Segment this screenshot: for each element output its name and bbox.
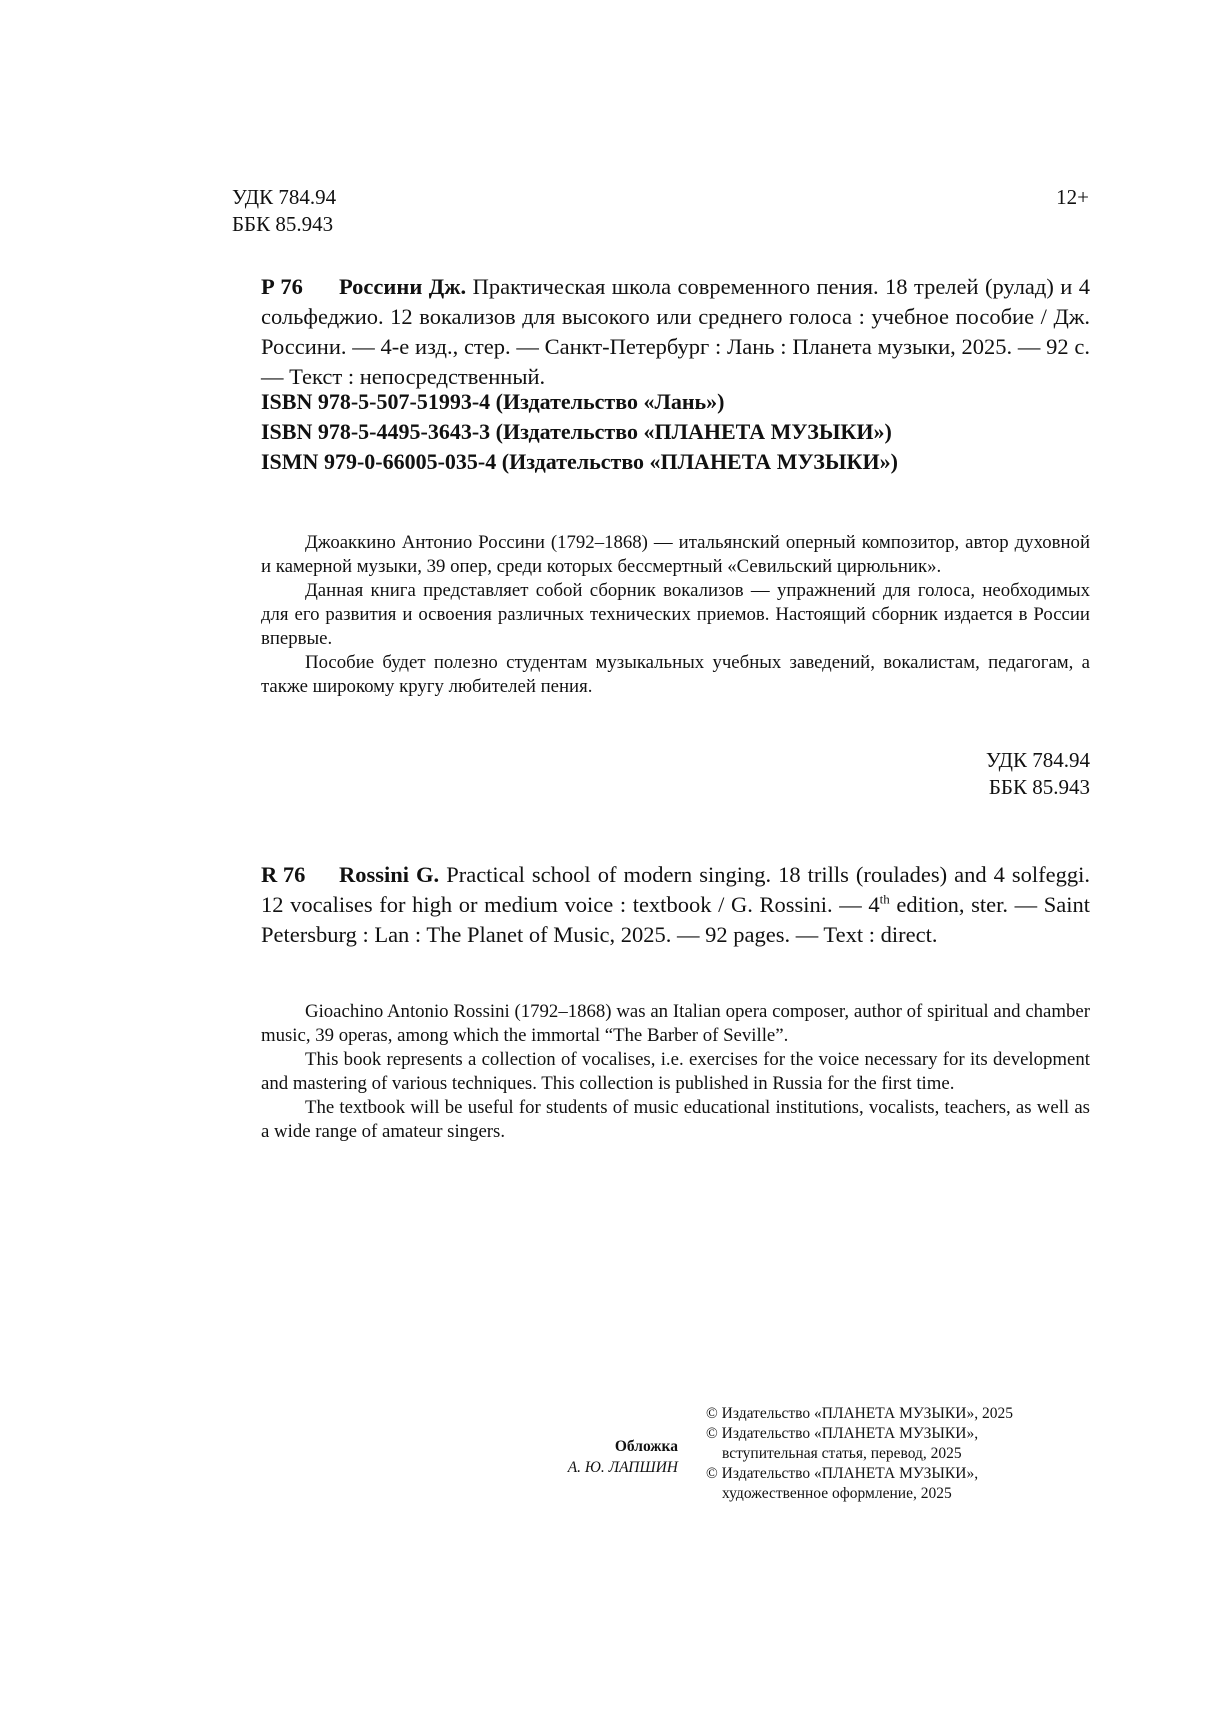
bibliographic-description: Практическая школа современного пения. 18 трелей (рулад) и 4 сольфеджио. 12 вокализов для высокого или среднего голоса : учебное пособие / Дж. Россини. — 4-е изд., стер. — Санкт-Петербург : Лань : Планета музыки, 2025. — 92 с. — Текст : непосредственный. bbox=[261, 274, 1091, 389]
isbn-line: ISBN 978-5-507-51993-4 (Издательство «Лань») bbox=[261, 389, 725, 414]
copyright-line: © Издательство «ПЛАНЕТА МУЗЫКИ», 2025 bbox=[706, 1405, 1013, 1422]
ismn-line: ISMN 979-0-66005-035-4 (Издательство «ПЛАНЕТА МУЗЫКИ») bbox=[261, 449, 898, 474]
author-mark: Р 76 bbox=[261, 274, 303, 299]
cover-designer: А. Ю. ЛАПШИН bbox=[567, 1459, 678, 1476]
udk-code: УДК 784.94 bbox=[232, 185, 337, 209]
catalog-card-ru bbox=[261, 272, 1090, 392]
bbk-code: ББК 85.943 bbox=[988, 775, 1090, 799]
copyright-line: вступительная статья, перевод, 2025 bbox=[722, 1445, 962, 1462]
copyright-line: © Издательство «ПЛАНЕТА МУЗЫКИ», bbox=[706, 1425, 979, 1442]
udk-code: УДК 784.94 bbox=[985, 748, 1090, 772]
copyright-block bbox=[706, 1404, 1013, 1504]
bibliographic-description-cont: edition, ster. — Saint Petersburg : Lan : The Planet of Music, 2025. — 92 pages. — Text : direct. bbox=[261, 892, 1090, 947]
age-rating: 12+ bbox=[1056, 185, 1089, 209]
cover-credit bbox=[568, 1436, 678, 1478]
bibliographic-description: Practical school of modern singing. 18 trills (roulades) and 4 solfeggi. 12 vocalises for high or medium voice : textbook / G. Rossini. — 4 bbox=[261, 862, 1091, 917]
annotation-paragraph: Gioachino Antonio Rossini (1792–1868) was an Italian opera composer, author of spiritual and chamber music, 39 operas, among which the immortal “The Barber of Seville”. bbox=[261, 1001, 1090, 1046]
copyright-line: художественное оформление, 2025 bbox=[722, 1485, 952, 1502]
annotation-ru bbox=[261, 531, 1090, 699]
annotation-paragraph: Джоаккино Антонио Россини (1792–1868) — итальянский оперный композитор, автор духовной и камерной музыки, 39 опер, среди которых бессмертный «Севильский цирюльник». bbox=[261, 532, 1090, 577]
header-classification bbox=[232, 184, 336, 238]
annotation-en bbox=[261, 1000, 1090, 1144]
catalog-card-en bbox=[261, 860, 1090, 950]
annotation-paragraph: The textbook will be useful for students of music educational institutions, vocalists, teachers, as well as a wide range of amateur singers. bbox=[261, 1097, 1090, 1142]
copyright-line: © Издательство «ПЛАНЕТА МУЗЫКИ», bbox=[706, 1465, 979, 1482]
author-name: Rossini G. bbox=[339, 862, 440, 887]
annotation-paragraph: This book represents a collection of vocalises, i.e. exercises for the voice necessary for its development and mastering of various techniques. This collection is published in Russia for the first time. bbox=[261, 1049, 1090, 1094]
author-mark: R 76 bbox=[261, 862, 306, 887]
annotation-paragraph: Данная книга представляет собой сборник вокализов — упражнений для голоса, необходимых для его развития и освоения различных технических приемов. Настоящий сборник издается в России впервые. bbox=[261, 580, 1090, 649]
isbn-block bbox=[261, 387, 898, 477]
author-name: Россини Дж. bbox=[339, 274, 467, 299]
isbn-line: ISBN 978-5-4495-3643-3 (Издательство «ПЛАНЕТА МУЗЫКИ») bbox=[261, 419, 892, 444]
ordinal-suffix: th bbox=[879, 891, 890, 907]
cover-label: Обложка bbox=[614, 1438, 678, 1455]
bbk-code: ББК 85.943 bbox=[232, 212, 334, 236]
annotation-paragraph: Пособие будет полезно студентам музыкальных учебных заведений, вокалистам, педагогам, а также широкому кругу любителей пения. bbox=[261, 652, 1090, 697]
classification-right bbox=[986, 747, 1090, 801]
